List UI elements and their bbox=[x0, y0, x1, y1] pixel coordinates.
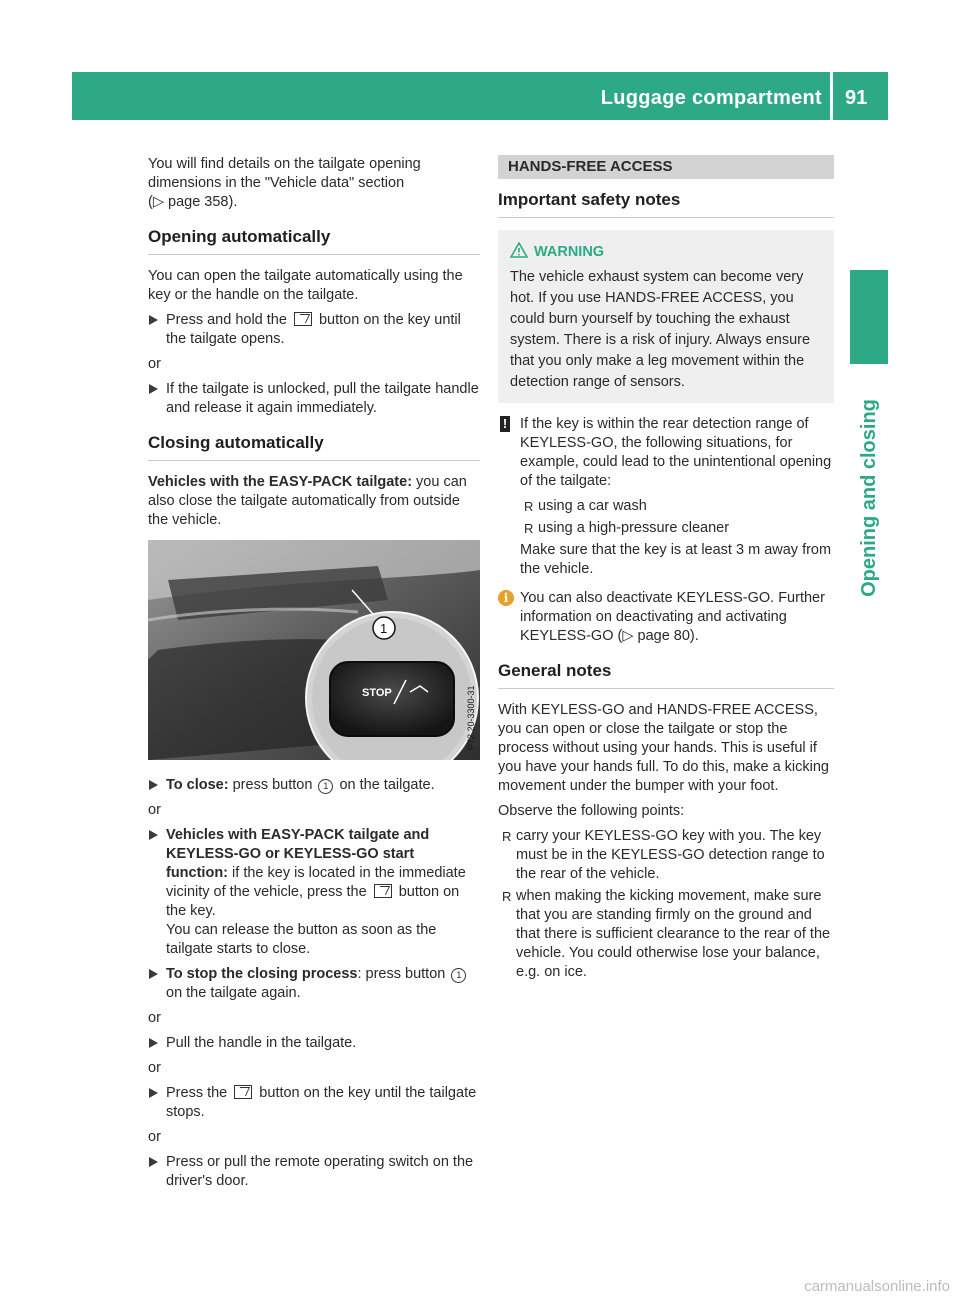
tailgate-key-icon bbox=[234, 1085, 252, 1099]
step-arrow-icon bbox=[149, 780, 158, 790]
step-arrow-icon bbox=[149, 384, 158, 394]
opening-paragraph: You can open the tailgate automatically using the key or the handle on the tailgate. bbox=[148, 268, 463, 303]
tailgate-key-icon bbox=[374, 884, 392, 898]
watermark: carmanualsonline.info bbox=[804, 1278, 950, 1295]
right-column bbox=[498, 155, 834, 985]
step-item: To stop the closing process: press button 1 on the tailgate again. bbox=[148, 965, 480, 1003]
heading-closing-automatically: Closing automatically bbox=[148, 432, 480, 461]
page-number: 91 bbox=[845, 87, 868, 109]
tailgate-button-illustration bbox=[148, 540, 480, 760]
caution-note-end: Make sure that the key is at least 3 m away from the vehicle. bbox=[520, 542, 832, 577]
info-icon: i bbox=[498, 590, 514, 606]
stop-label: STOP bbox=[362, 687, 392, 699]
step-arrow-icon bbox=[149, 1157, 158, 1167]
warning-triangle-icon bbox=[510, 242, 528, 258]
callout-1-icon: 1 bbox=[451, 968, 466, 983]
image-code: P72.20-3300-31 bbox=[466, 685, 476, 750]
list-item: R when making the kicking movement, make sure that you are standing firmly on the ground and that there is sufficient clearance to the rear of the vehicle. You could otherwise lose your balance, e.g. on ice. bbox=[502, 888, 831, 980]
step-item: If the tailgate is unlocked, pull the tailgate handle and release it again immediately. bbox=[148, 380, 480, 418]
callout-1-icon: 1 bbox=[318, 779, 333, 794]
caution-exclamation-icon: ! bbox=[500, 416, 510, 432]
side-tab bbox=[850, 270, 888, 364]
or-text: or bbox=[148, 356, 161, 372]
warning-box bbox=[498, 230, 834, 403]
tailgate-key-icon bbox=[294, 312, 312, 326]
step-arrow-icon bbox=[149, 830, 158, 840]
or-text: or bbox=[148, 1129, 161, 1145]
bullet-icon: R bbox=[502, 829, 512, 844]
list-item: R using a high-pressure cleaner bbox=[524, 520, 730, 536]
step-item: Pull the handle in the tailgate. bbox=[148, 1034, 480, 1053]
warning-text: The vehicle exhaust system can become very hot. If you use HANDS-FREE ACCESS, you could burn yourself by touching the exhaust system. There is a risk of injury. Always ensure that you only make a leg movement within the detection range of sensors. bbox=[510, 269, 811, 390]
heading-opening-automatically: Opening automatically bbox=[148, 226, 480, 255]
step-item: Press or pull the remote operating switch on the driver's door. bbox=[148, 1153, 480, 1191]
heading-important-safety-notes: Important safety notes bbox=[498, 189, 834, 218]
or-text: or bbox=[148, 1010, 161, 1026]
step-item: Press the button on the key until the tailgate stops. bbox=[148, 1084, 480, 1122]
header-separator bbox=[830, 72, 833, 120]
caution-note: ! If the key is within the rear detection range of KEYLESS-GO, the following situations, for example, could lead to the unintentional opening of the tailgate: bbox=[498, 415, 834, 491]
list-item: R carry your KEYLESS-GO key with you. The key must be in the KEYLESS-GO detection range to the rear of the vehicle. bbox=[502, 828, 825, 882]
closing-paragraph: Vehicles with the EASY-PACK tailgate: you can also close the tailgate automatically from outside the vehicle. bbox=[148, 474, 467, 528]
step-arrow-icon bbox=[149, 1088, 158, 1098]
step-arrow-icon bbox=[149, 1038, 158, 1048]
heading-general-notes: General notes bbox=[498, 660, 834, 689]
or-text: or bbox=[148, 1060, 161, 1076]
bullet-icon: R bbox=[502, 889, 512, 904]
warning-heading: WARNING bbox=[510, 242, 822, 263]
info-note: i You can also deactivate KEYLESS-GO. Further information on deactivating and activating KEYLESS-GO (▷ page 80). bbox=[498, 589, 834, 646]
step-item: To close: press button 1 on the tailgate. bbox=[148, 776, 480, 795]
side-chapter-label: Opening and closing bbox=[858, 399, 880, 597]
or-text: or bbox=[148, 802, 161, 818]
intro-text: You will find details on the tailgate opening dimensions in the "Vehicle data" section (▷ page 358). bbox=[148, 156, 421, 210]
header-title: Luggage compartment bbox=[600, 87, 822, 109]
step-arrow-icon bbox=[149, 969, 158, 979]
step-arrow-icon bbox=[149, 315, 158, 325]
bullet-icon: R bbox=[524, 521, 534, 536]
step-item: Press and hold the button on the key until the tailgate opens. bbox=[148, 311, 480, 349]
general-paragraph: With KEYLESS-GO and HANDS-FREE ACCESS, you can open or close the tailgate or stop the process without using your hands. This is useful if you have your hands full. To do this, make a kicking movement under the bumper with your foot. bbox=[498, 702, 830, 794]
section-bar-hands-free: HANDS-FREE ACCESS bbox=[498, 155, 834, 179]
list-item: R using a car wash bbox=[524, 498, 647, 514]
left-column bbox=[148, 155, 480, 1197]
tailgate-photo bbox=[148, 540, 480, 760]
general-paragraph-2: Observe the following points: bbox=[498, 803, 685, 819]
callout-number: 1 bbox=[380, 621, 388, 636]
step-item: Vehicles with EASY-PACK tailgate and KEYLESS-GO or KEYLESS-GO start function: if the key is located in the immediate vicinity of the vehicle, press the button on the key. You can release the button as soon as the tailgate starts to close. bbox=[148, 826, 480, 959]
bullet-icon: R bbox=[524, 499, 534, 514]
